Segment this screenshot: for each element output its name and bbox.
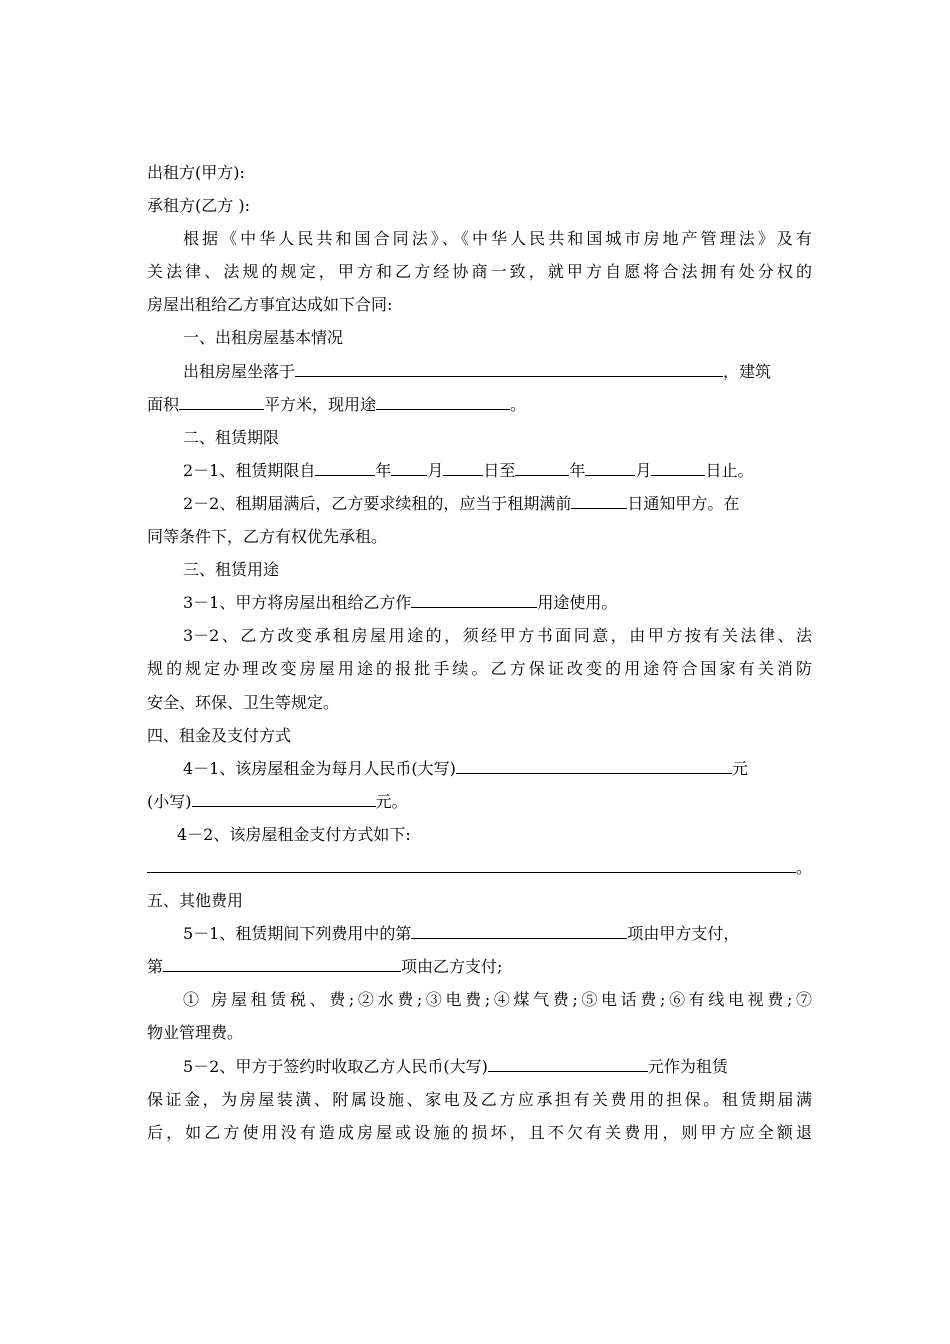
deposit-line-3: 后，如乙方使用没有造成房屋或设施的损坏，且不欠有关费用，则甲方应全额退 <box>147 1122 812 1142</box>
start-month-blank[interactable] <box>391 461 427 476</box>
use-change-line: 规的规定办理改变房屋用途的报批手续。乙方保证改变的用途符合国家有关消防 <box>147 659 812 679</box>
deposit-line: 5－2、甲方于签约时收取乙方人民币(大写) 元作为租赁 <box>183 1056 728 1076</box>
deposit-words-blank[interactable] <box>488 1057 648 1072</box>
use-line: 3－1、甲方将房屋出租给乙方作 用途使用。 <box>183 593 618 613</box>
use-change-line: 3－2、乙方改变承租房屋用途的，须经甲方书面同意，由甲方按有关法律、法 <box>183 626 812 646</box>
lessor-line: 出租方(甲方): <box>147 163 245 182</box>
start-day-blank[interactable] <box>443 461 483 476</box>
lessee-line: 承租方(乙方 ): <box>147 196 250 216</box>
payment-method-blank[interactable] <box>147 858 796 873</box>
preamble-line: 根据《中华人民共和国合同法》、《中华人民共和国城市房地产管理法》及有 <box>183 229 812 249</box>
fees-line: 5－1、租赁期间下列费用中的第 项由甲方支付， <box>183 924 740 944</box>
end-month-blank[interactable] <box>585 461 635 476</box>
notice-days-blank[interactable] <box>571 494 627 509</box>
lease-term-line: 2－1、租赁期限自 年 月 日至 年 月 日止。 <box>183 460 754 480</box>
section-2-title: 二、租赁期限 <box>183 427 280 447</box>
location-blank[interactable] <box>295 362 723 377</box>
renewal-line: 2－2、租期届满后，乙方要求续租的，应当于租期满前 日通知甲方。在 <box>183 493 740 513</box>
rent-figures-blank[interactable] <box>192 792 376 807</box>
lessee-fees-blank[interactable] <box>163 957 401 972</box>
fee-list-line: ① 房屋租赁税、费;②水费;③电费;④煤气费;⑤电话费;⑥有线电视费;⑦ <box>183 990 812 1010</box>
preamble-line: 房屋出租给乙方事宜达成如下合同: <box>147 295 393 315</box>
payment-method-blank-line: 。 <box>147 851 812 884</box>
lessor-fees-blank[interactable] <box>411 924 627 939</box>
current-use-blank[interactable] <box>376 395 510 410</box>
section-4-title: 四、租金及支付方式 <box>147 725 292 745</box>
area-blank[interactable] <box>179 395 264 410</box>
payment-method-line: 4－2、该房屋租金支付方式如下: <box>177 824 411 844</box>
fees-line-2: 第 项由乙方支付; <box>147 957 503 977</box>
use-change-line: 安全、环保、卫生等规定。 <box>147 692 340 712</box>
rent-figures-line: (小写) 元。 <box>147 791 408 811</box>
fee-list-line: 物业管理费。 <box>147 1023 244 1043</box>
preamble-line: 关法律、法规的规定，甲方和乙方经协商一致，就甲方自愿将合法拥有处分权的 <box>147 262 812 282</box>
contract-page <box>147 156 812 1149</box>
end-day-blank[interactable] <box>651 461 705 476</box>
section-1-title: 一、出租房屋基本情况 <box>183 328 344 348</box>
renewal-line-2: 同等条件下，乙方有权优先承租。 <box>147 527 388 547</box>
section-5-title: 五、其他费用 <box>147 891 244 911</box>
use-blank[interactable] <box>411 593 537 608</box>
area-line: 面积 平方米，现用途 。 <box>147 394 527 414</box>
end-year-blank[interactable] <box>515 461 569 476</box>
start-year-blank[interactable] <box>315 461 375 476</box>
location-line: 出租房屋坐落于 ，建筑 <box>183 361 772 381</box>
section-3-title: 三、租赁用途 <box>183 560 280 580</box>
rent-line: 4－1、该房屋租金为每月人民币(大写) 元 <box>183 758 748 778</box>
deposit-line-2: 保证金，为房屋装潢、附属设施、家电及乙方应承担有关费用的担保。租赁期届满 <box>147 1089 812 1109</box>
rent-words-blank[interactable] <box>456 759 732 774</box>
